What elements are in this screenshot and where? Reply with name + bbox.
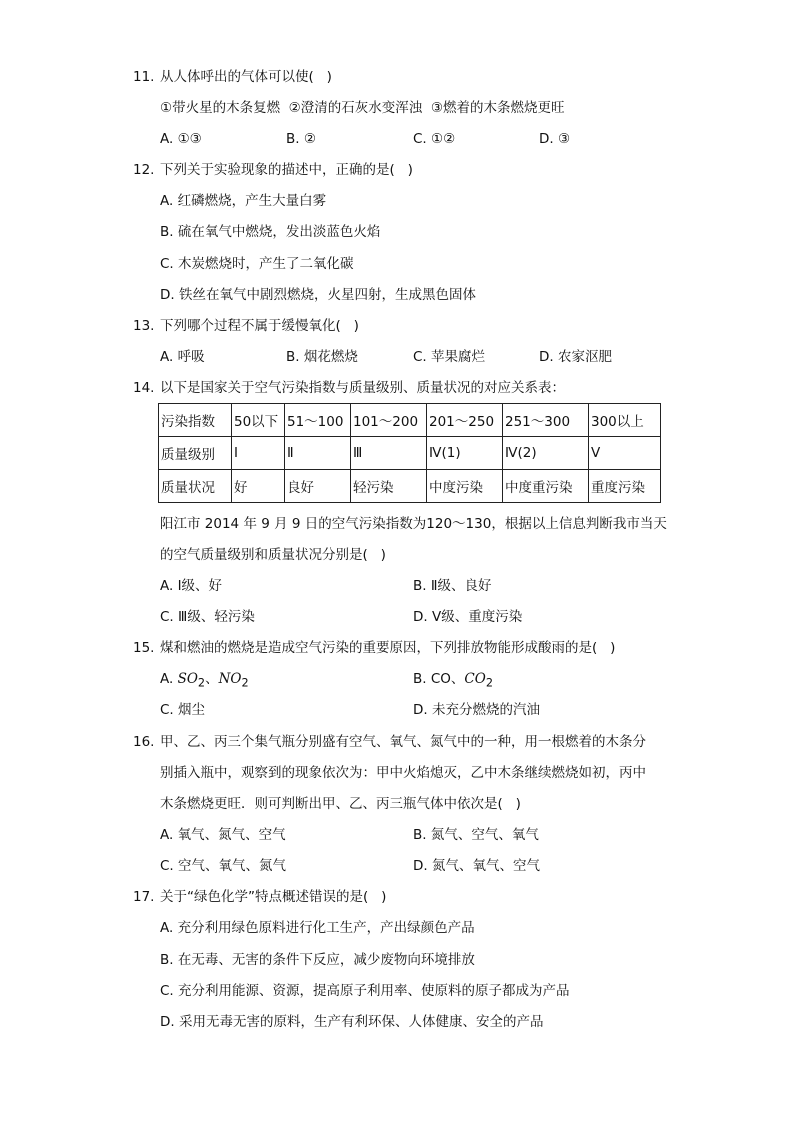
question-number: 15. (133, 640, 155, 656)
table-cell: Ⅲ (351, 437, 427, 470)
option-d: D. 采用无毒无害的原料，生产有利环保、人体健康、安全的产品 (160, 1014, 544, 1030)
question-statements: ①带火星的木条复燃 ②澄清的石灰水变浑浊 ③燃着的木条燃烧更旺 (160, 100, 565, 116)
formula: NO (218, 671, 242, 687)
separator: 、 (205, 671, 219, 687)
question-stem-continued: 木条燃烧更旺．则可判断出甲、乙、丙三瓶气体中依次是( ) (160, 796, 521, 812)
table-cell: 质量级别 (159, 437, 232, 470)
question-stem-continued: 别插入瓶中，观察到的现象依次为：甲中火焰熄灭，乙中木条继续燃烧如初，丙中 (160, 765, 646, 781)
question-number: 16. (133, 734, 155, 750)
option-prefix: B. CO、 (413, 671, 465, 687)
question-number: 17. (133, 889, 155, 905)
table-cell: 好 (232, 470, 285, 503)
question-stem: 下列关于实验现象的描述中，正确的是( ) (160, 162, 413, 178)
option-c: C. 烟尘 (160, 702, 206, 718)
question-number: 13. (133, 318, 155, 334)
option-b: B. ② (286, 131, 316, 147)
option-c: C. 空气、氧气、氮气 (160, 858, 287, 874)
option-b: B. 在无毒、无害的条件下反应，减少废物向环境排放 (160, 952, 475, 968)
aqi-table (158, 403, 661, 503)
option-a: A. Ⅰ级、好 (160, 578, 223, 594)
question-number: 11. (133, 69, 155, 85)
option-c: C. 苹果腐烂 (413, 349, 486, 365)
question-number: 14. (133, 380, 155, 396)
table-cell: 中度污染 (427, 470, 503, 503)
subscript: 2 (197, 676, 206, 690)
subscript: 2 (485, 676, 493, 690)
table-row (159, 404, 661, 437)
table-row (159, 437, 661, 470)
option-c: C. ①② (413, 131, 456, 147)
table-cell: 中度重污染 (503, 470, 589, 503)
option-a: A. ①③ (160, 131, 202, 147)
table-cell: 300以上 (589, 404, 661, 437)
formula: CO (464, 671, 486, 687)
option-d: D. ③ (539, 131, 571, 147)
option-b: B. Ⅱ级、良好 (413, 578, 492, 594)
question-stem: 甲、乙、丙三个集气瓶分别盛有空气、氧气、氮气中的一种，用一根燃着的木条分 (160, 734, 646, 750)
question-stem: 关于“绿色化学”特点概述错误的是( ) (160, 889, 387, 905)
option-a: A. 红磷燃烧，产生大量白雾 (160, 193, 327, 209)
table-cell: Ⅴ (589, 437, 661, 470)
table-row (159, 470, 661, 503)
option-b: B. 氮气、空气、氧气 (413, 827, 539, 843)
option-d: D. 未充分燃烧的汽油 (413, 702, 540, 718)
option-b: B. 硫在氧气中燃烧，发出淡蓝色火焰 (160, 224, 381, 240)
table-cell: Ⅰ (232, 437, 285, 470)
option-a: A. 氧气、氮气、空气 (160, 827, 286, 843)
option-a (160, 669, 249, 694)
table-cell: Ⅱ (285, 437, 351, 470)
option-d: D. 氮气、氧气、空气 (413, 858, 540, 874)
question-stem-continued: 阳江市 2014 年 9 月 9 日的空气污染指数为120～130，根据以上信息判断我市当天 (160, 516, 667, 532)
table-cell: Ⅳ(2) (503, 437, 589, 470)
question-stem: 以下是国家关于空气污染指数与质量级别、质量状况的对应关系表： (160, 380, 565, 396)
table-cell: 51～100 (285, 404, 351, 437)
option-prefix: A. (160, 671, 178, 687)
option-c: C. 木炭燃烧时，产生了二氧化碳 (160, 256, 354, 272)
table-cell: 质量状况 (159, 470, 232, 503)
table-cell: 轻污染 (351, 470, 427, 503)
option-d: D. Ⅴ级、重度污染 (413, 609, 523, 625)
option-c: C. 充分利用能源、资源，提高原子利用率、使原料的原子都成为产品 (160, 983, 570, 999)
option-b (413, 669, 493, 694)
table-cell: 50以下 (232, 404, 285, 437)
question-stem-continued: 的空气质量级别和质量状况分别是( ) (160, 547, 386, 563)
question-stem: 煤和燃油的燃烧是造成空气污染的重要原因，下列排放物能形成酸雨的是( ) (160, 640, 616, 656)
table-cell: 良好 (285, 470, 351, 503)
question-stem: 下列哪个过程不属于缓慢氧化( ) (160, 318, 359, 334)
option-d: D. 农家沤肥 (539, 349, 612, 365)
table-cell: Ⅳ(1) (427, 437, 503, 470)
subscript: 2 (241, 676, 249, 690)
option-b: B. 烟花燃烧 (286, 349, 358, 365)
option-a: A. 充分利用绿色原料进行化工生产，产出绿颜色产品 (160, 920, 475, 936)
formula: SO (177, 671, 198, 687)
option-a: A. 呼吸 (160, 349, 205, 365)
table-cell: 污染指数 (159, 404, 232, 437)
table-cell: 重度污染 (589, 470, 661, 503)
question-number: 12. (133, 162, 155, 178)
table-cell: 251～300 (503, 404, 589, 437)
table-cell: 201～250 (427, 404, 503, 437)
option-d: D. 铁丝在氧气中剧烈燃烧，火星四射，生成黑色固体 (160, 287, 476, 303)
option-c: C. Ⅲ级、轻污染 (160, 609, 255, 625)
table-cell: 101～200 (351, 404, 427, 437)
question-stem: 从人体呼出的气体可以使( ) (160, 69, 332, 85)
